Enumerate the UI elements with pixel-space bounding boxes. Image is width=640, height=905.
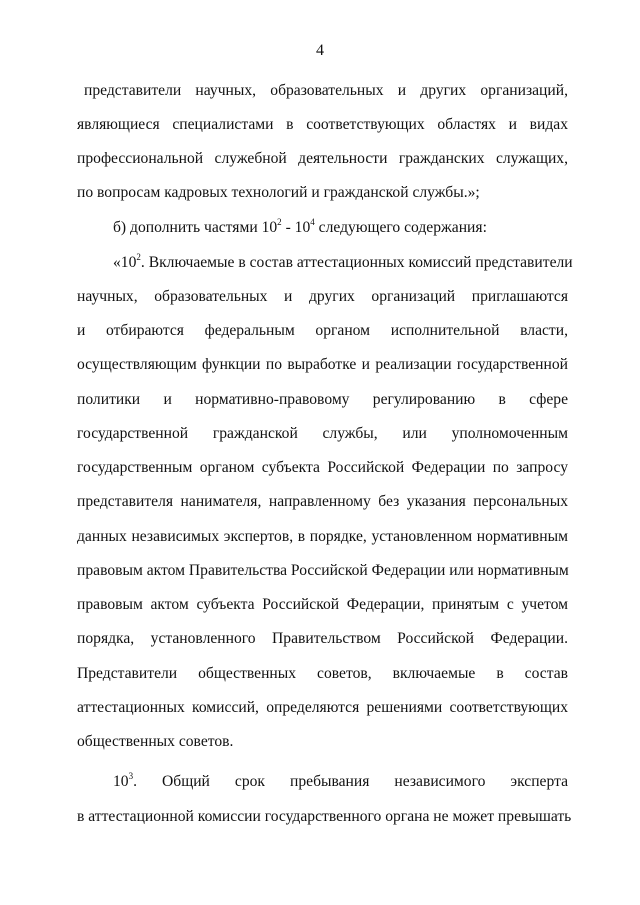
text-line: аттестационных комиссий, определяются решениями соответствующих <box>77 699 568 716</box>
text-line: правовым актом Правительства Российской Федерации или нормативным <box>77 562 569 579</box>
superscript: 3 <box>128 770 134 781</box>
superscript: 2 <box>136 251 141 262</box>
text-line: по вопросам кадровых технологий и гражданской службы.»; <box>77 184 480 201</box>
text-line: представителя нанимателя, направленному без указания персональных <box>77 493 568 510</box>
superscript: 2 <box>277 216 282 227</box>
text-line: общественных советов. <box>77 733 234 750</box>
text-line: данных независимых экспертов, в порядке, установленном нормативным <box>77 528 568 545</box>
page-number: 4 <box>316 42 324 59</box>
text-fragment: б) дополнить частями 10 <box>113 219 278 236</box>
text-line: Представители общественных советов, включаемые в состав <box>77 665 568 682</box>
text-line: осуществляющим функции по выработке и реализации государственной <box>77 356 568 373</box>
text-line: профессиональной служебной деятельности гражданских служащих, <box>77 150 568 167</box>
text-line: государственной гражданской службы, или уполномоченным <box>77 425 568 442</box>
text-line: и отбираются федеральным органом исполнительной власти, <box>77 322 568 339</box>
superscript: 4 <box>310 216 315 227</box>
text-line: политики и нормативно-правовому регулированию в сфере <box>77 391 568 408</box>
text-line: государственным органом субъекта Российской Федерации по запросу <box>77 459 568 476</box>
text-line: научных, образовательных и других организаций приглашаются <box>77 288 568 305</box>
text-line <box>113 771 568 793</box>
text-line: порядка, установленного Правительством Российской Федерации. <box>77 630 568 647</box>
text-line: в аттестационной комиссии государственного органа не может превышать <box>77 808 572 825</box>
text-fragment: . Общий срок пребывания независимого эксперта <box>133 773 568 790</box>
text-line <box>113 217 568 239</box>
text-line <box>113 251 573 274</box>
text-line: представители научных, образовательных и других организаций, <box>84 82 568 99</box>
text-fragment: «10 <box>113 254 137 271</box>
text-fragment: . Включаемые в состав аттестационных комиссий представители <box>140 254 573 271</box>
text-fragment: - 10 <box>281 219 311 236</box>
text-line: являющиеся специалистами в соответствующих областях и видах <box>77 116 568 133</box>
text-line: правовым актом субъекта Российской Федерации, принятым с учетом <box>77 596 568 613</box>
text-fragment: 10 <box>113 773 129 790</box>
text-fragment: следующего содержания: <box>314 219 487 236</box>
